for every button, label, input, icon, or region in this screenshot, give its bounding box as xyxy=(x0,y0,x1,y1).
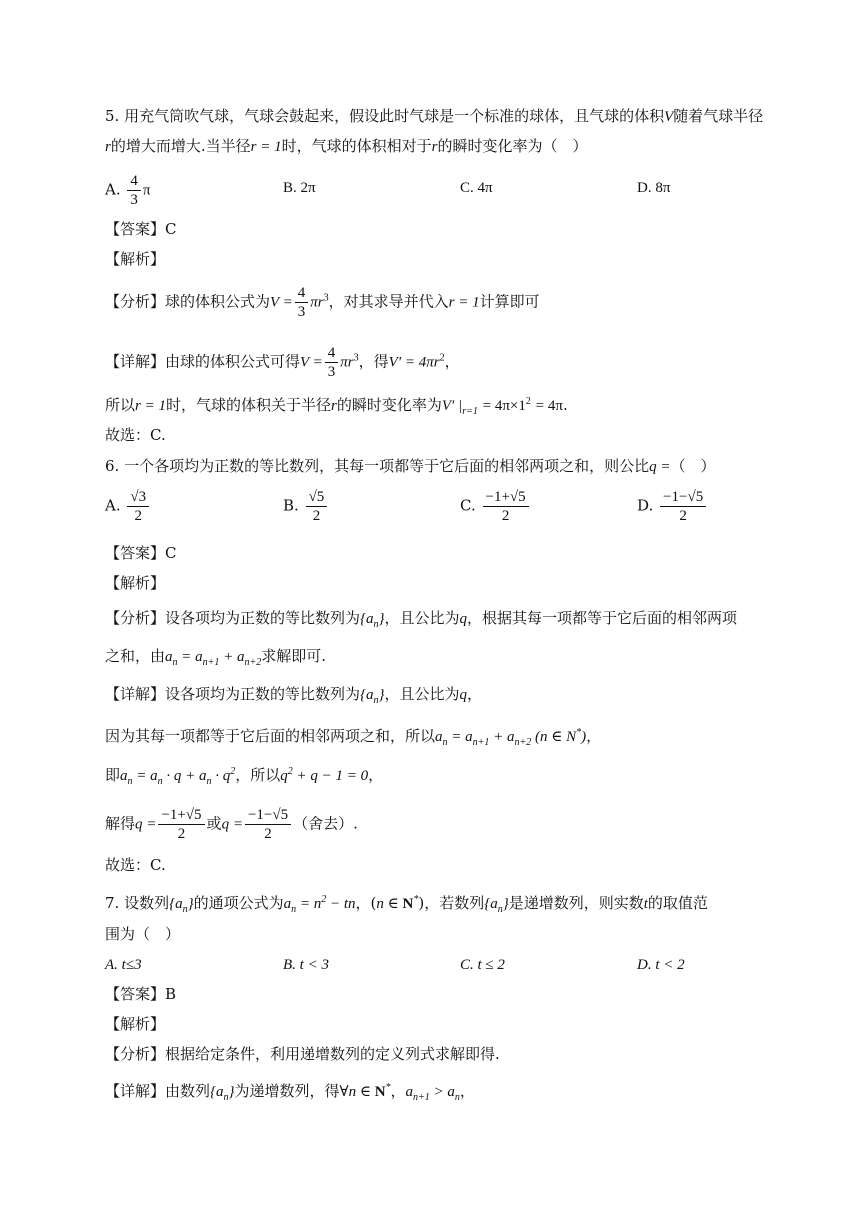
q5-option-d: D. 8π xyxy=(637,180,671,196)
q7-stem-line2: 围为（ ） xyxy=(105,925,181,943)
q5-analysis-heading: 【解析】 xyxy=(105,250,166,268)
q6-xiangjie: 【详解】设各项均为正数的等比数列为$\{a_n\}$，且公比为q， xyxy=(105,685,483,706)
q5-choose: 故选：C. xyxy=(105,426,166,444)
q7-answer: 【答案】B xyxy=(105,985,177,1003)
q5-conclusion: 所以r = 1时，气球的体积关于半径r的瞬时变化率为V′ $|_{r=1} = 4\pi\times 1^2 = 4\pi$. xyxy=(105,396,568,417)
q6-fenxi-line2: 之和，由$a_n = a_{n+1} + a_{n+2}$求解即可. xyxy=(105,647,327,668)
q6-stem: 6. 一个各项均为正数的等比数列，其每一项都等于它后面的相邻两项之和，则公比q =（ ） xyxy=(105,457,716,475)
q5-stem-line2: r的增大而增大.当半径r = 1时，气球的体积相对于r的瞬时变化率为（ ） xyxy=(105,137,588,155)
q5-option-b: B. 2π xyxy=(283,180,316,196)
q6-because: 因为其每一项都等于它后面的相邻两项之和，所以$a_n = a_{n+1} + a_{n+2}$ (n ∈ N*)， xyxy=(105,727,602,748)
q7-fenxi: 【分析】根据给定条件，利用递增数列的定义列式求解即得. xyxy=(105,1045,500,1063)
q6-analysis-heading: 【解析】 xyxy=(105,574,166,592)
q7-option-d: D. t < 2 xyxy=(637,957,685,973)
q6-answer: 【答案】C xyxy=(105,544,177,562)
q6-solve: 解得q = $\frac{-1+√5}{2}$ 或q = $\frac{-1-√5}{2}$ （舍去）. xyxy=(105,807,358,842)
q6-fenxi-line1: 【分析】设各项均为正数的等比数列为$\{a_n\}$，且公比为q，根据其每一项都等于它后面的相邻两项 xyxy=(105,609,738,630)
q7-analysis-heading: 【解析】 xyxy=(105,1015,166,1033)
q7-option-a: A. t≤3 xyxy=(105,957,142,973)
q5-option-c: C. 4π xyxy=(460,180,493,196)
q5-option-a: A. $\frac{4}{3}$ π xyxy=(105,173,151,208)
q6-option-d: D. $\frac{-1-√5}{2}$ xyxy=(637,488,708,525)
q7-option-b: B. t < 3 xyxy=(283,957,329,973)
q5-answer: 【答案】C xyxy=(105,220,177,238)
q7-xiangjie: 【详解】由数列$\{a_n\}$为递增数列，得∀n ∈ N*，$a_{n+1} > a_n$， xyxy=(105,1082,475,1103)
q5-fenxi: 【分析】球的体积公式为V = $\frac{4}{3}$ $\pi r^3$，对其求导并代入r = 1计算即可 xyxy=(105,285,540,320)
q5-xiangjie: 【详解】由球的体积公式可得V = $\frac{4}{3}$ $\pi r^3$，得$V' = 4\pi r^2$， xyxy=(105,345,460,380)
q5-stem-line1: 5. 用充气筒吹气球，气球会鼓起来，假设此时气球是一个标准的球体，且气球的体积V随着气球半径 xyxy=(105,107,764,125)
q7-option-c: C. t ≤ 2 xyxy=(460,957,505,973)
q6-ji: 即$a_n = a_n \cdot q + a_n \cdot q^2$，所以$q^2 + q - 1 = 0$， xyxy=(105,766,384,787)
q6-choose: 故选：C. xyxy=(105,856,166,874)
q6-option-b: B. $\frac{√5}{2}$ xyxy=(283,488,329,525)
q6-option-a: A. $\frac{√3}{2}$ xyxy=(105,488,151,525)
q6-option-c: C. $\frac{-1+√5}{2}$ xyxy=(460,488,531,525)
q7-stem-line1: 7. 设数列$\{a_n\}$的通项公式为$a_n = n^2$ − tn，(n ∈ N*)，若数列$\{a_n\}$是递增数列，则实数t的取值范 xyxy=(105,894,708,915)
